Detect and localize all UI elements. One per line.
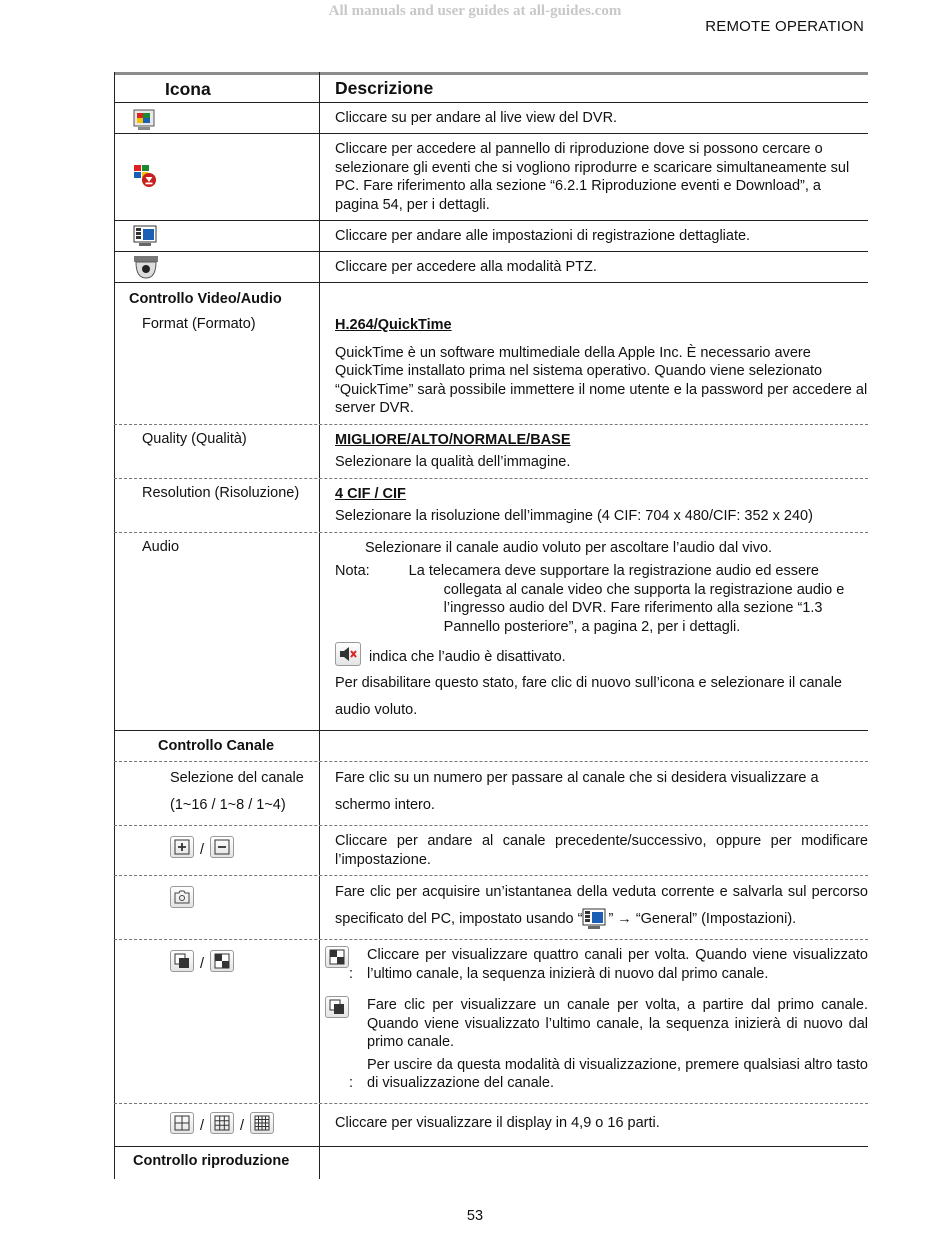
table-row [114, 762, 868, 826]
channel-selection-range: (1~16 / 1~8 / 1~4) [170, 797, 286, 813]
quad-mode-row: : Cliccare per visualizzare quattro canali per volta. Quando viene visualizzato l’ultimo canale, la sequenza inizierà di nuovo dal primo canale. [325, 946, 868, 983]
plus-button[interactable] [170, 836, 194, 858]
header-icon: Icona [114, 72, 320, 102]
quad-sequence-icon [325, 946, 349, 968]
audio-label: Audio [114, 533, 320, 731]
quad-sequence-button[interactable] [210, 950, 234, 972]
ptz-dome-icon[interactable] [133, 254, 155, 276]
page-number: 53 [466, 1208, 484, 1224]
channel-title: Controllo Canale [114, 731, 320, 761]
quality-text: Selezionare la qualità dell’immagine. [335, 454, 571, 470]
record-settings-icon[interactable] [133, 225, 155, 247]
table-row [114, 221, 868, 252]
snapshot-button[interactable] [170, 886, 194, 908]
resolution-label: Resolution (Risoluzione) [114, 479, 320, 532]
row-text: Cliccare per andare alle impostazioni di registrazione dettagliate. [335, 228, 751, 244]
table-row [114, 876, 868, 940]
table-row [114, 252, 868, 283]
single-sequence-icon [325, 996, 349, 1018]
snapshot-text-a: Fare clic per acquisire un’istantanea della veduta corrente e salvarla sul percorso specificato del PC, impostato usando “ [335, 884, 868, 927]
table-row [114, 1147, 868, 1179]
table-header [114, 72, 868, 103]
split-text: Cliccare per visualizzare il display in 4,9 o 16 parti. [335, 1114, 660, 1131]
record-settings-icon [582, 908, 608, 930]
format-label: Format (Formato) [114, 307, 320, 424]
resolution-text: Selezionare la risoluzione dell’immagine (4 CIF: 704 x 480/CIF: 352 x 240) [335, 508, 813, 524]
table-row [114, 283, 868, 307]
quality-options: MIGLIORE/ALTO/NORMALE/BASE [335, 431, 571, 448]
minus-button[interactable] [210, 836, 234, 858]
live-view-icon[interactable] [133, 109, 155, 131]
single-mode-row: : Fare clic per visualizzare un canale per volta, a partire dal primo canale. Quando viene visualizzato l’ultimo canale, la sequenza inizierà di nuovo dal primo canale. Per uscire da questa modalità di visualizzazione, premere qualsiasi altro tasto di visualizzazione del canale. [325, 996, 868, 1093]
format-options: H.264/QuickTime [335, 317, 452, 333]
audio-note [335, 562, 868, 636]
row-text: Cliccare per accedere alla modalità PTZ. [335, 259, 597, 275]
single-sequence-button[interactable] [170, 950, 194, 972]
mute-speaker-icon[interactable] [335, 642, 361, 666]
section-title: REMOTE OPERATION [705, 18, 864, 35]
row-text: Cliccare per accedere al pannello di riproduzione dove si possono cercare o selezionare gli eventi che si vogliono riprodurre e scaricare simultaneamente sul PC. Fare riferimento alla sezione “6.2.1 Riproduzione eventi e Download”, a pagina 54, per i dettagli. [335, 141, 850, 213]
quality-label: Quality (Qualità) [114, 425, 320, 478]
table-row [114, 425, 868, 479]
quad-text: Cliccare per visualizzare quattro canali per volta. Quando viene visualizzato l’ultimo canale, la sequenza inizierà di nuovo dal primo canale. [367, 947, 868, 982]
resolution-options: 4 CIF / CIF [335, 485, 406, 502]
watermark: All manuals and user guides at all-guides.com [328, 3, 622, 19]
description-table [114, 72, 868, 1179]
note-text: La telecamera deve supportare la registrazione audio ed essere collegata al canale video che supporta la registrazione audio e l’ingresso audio del DVR. Fare riferimento alla sezione “1.3 Pannello posteriore”, a pagina 2, per i dettagli. [408, 563, 845, 635]
table-row: / : Cliccare per visualizzare quattro canali per volta. Quando viene visualizzato l’ultimo canale, la sequenza inizierà di nuovo dal primo canale. : Fare clic per visualizzare un canale per volta, a partire dal primo canale. Quando viene visualizzato l’ultimo canale, la sequenza inizierà di nuovo dal primo canale. Per uscire da questa modalità di visualizzazione, premere qualsiasi altro tasto di visualizzazione del canale. [114, 940, 868, 1104]
playback-title: Controllo riproduzione [114, 1147, 320, 1179]
single-text: Fare clic per visualizzare un canale per volta, a partire dal primo canale. Quando viene visualizzato l’ultimo canale, la sequenza inizierà di nuovo dal primo canale. [367, 997, 868, 1050]
audio-text-1: Selezionare il canale audio voluto per ascoltare l’audio dal vivo. [365, 539, 773, 556]
table-row [114, 533, 868, 732]
split-16-button[interactable] [250, 1112, 274, 1134]
audio-text-2: Per disabilitare questo stato, fare clic di nuovo sull’icona e selezionare il canale audio voluto. [335, 675, 842, 718]
channel-selection-text: Fare clic su un numero per passare al canale che si desidera visualizzare a schermo intero. [335, 770, 819, 813]
channel-selection-label: Selezione del canale [170, 770, 304, 786]
format-text: QuickTime è un software multimediale della Apple Inc. È necessario avere QuickTime installato prima nel sistema operativo. Quando viene selezionato “QuickTime” sarà possibile immettere il nome utente e la password per accedere al server DVR. [335, 344, 868, 416]
prev-next-text: Cliccare per andare al canale precedente/successivo, oppure per modificare l’impostazione. [335, 833, 868, 868]
note-label: Nota: [335, 563, 370, 579]
table-row [114, 307, 868, 425]
table-row [114, 479, 868, 533]
table-row [114, 731, 868, 762]
playback-download-icon[interactable] [133, 164, 155, 186]
mute-text: indica che l’audio è disattivato. [369, 648, 566, 665]
row-text: Cliccare su per andare al live view del DVR. [335, 110, 618, 126]
video-audio-title: Controllo Video/Audio [114, 283, 320, 307]
header-description: Descrizione [335, 78, 434, 98]
table-row [114, 103, 868, 134]
exit-text: Per uscire da questa modalità di visualizzazione, premere qualsiasi altro tasto di visualizzazione del canale. [367, 1056, 868, 1091]
table-row [114, 134, 868, 221]
snapshot-text-b: ” → “General” (Impostazioni). [608, 911, 797, 927]
table-row: / / Cliccare per visualizzare il display in 4,9 o 16 parti. [114, 1104, 868, 1147]
split-9-button[interactable] [210, 1112, 234, 1134]
split-4-button[interactable] [170, 1112, 194, 1134]
table-row: / Cliccare per andare al canale precedente/successivo, oppure per modificare l’impostazione. [114, 826, 868, 876]
